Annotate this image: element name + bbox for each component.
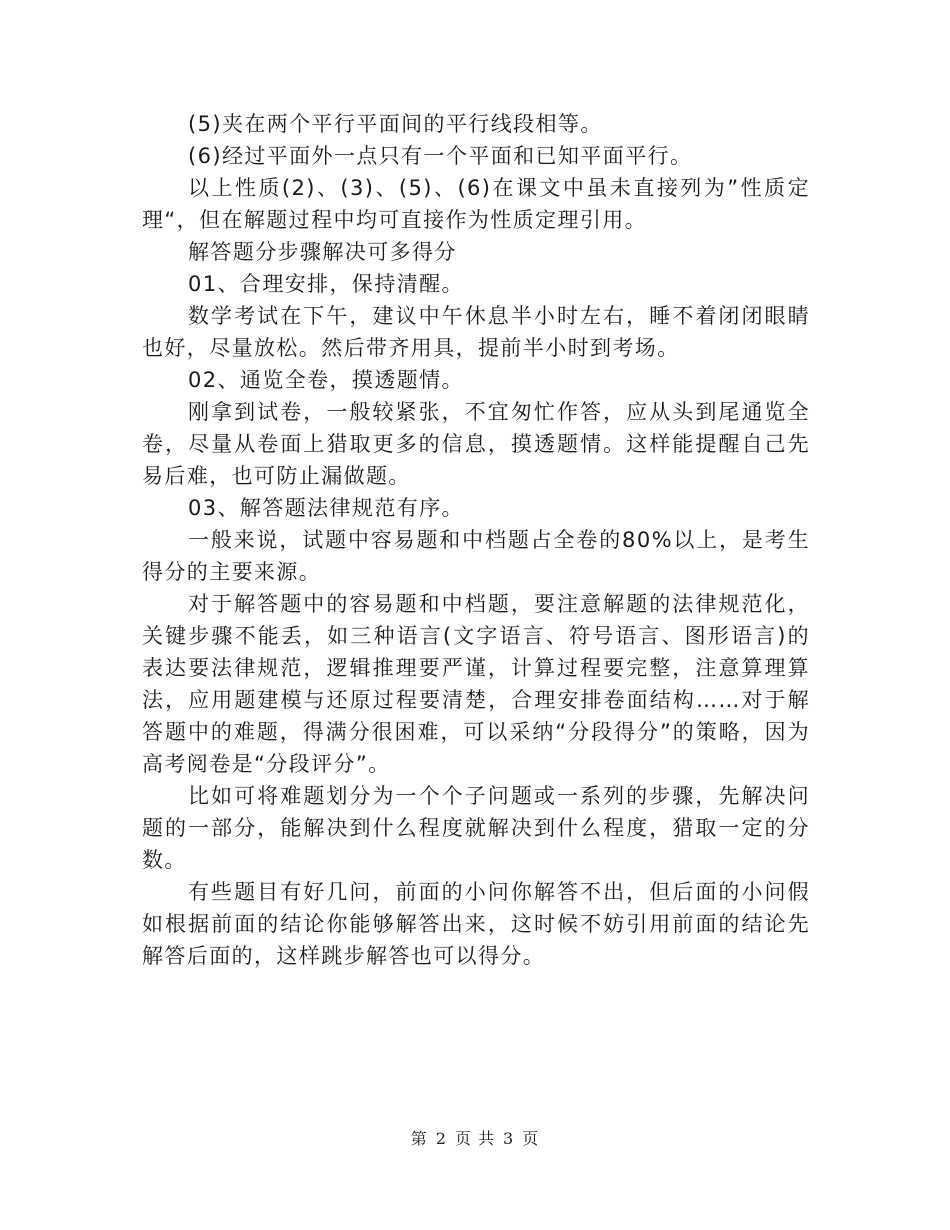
paragraph-03-body-3: 比如可将难题划分为一个个子问题或一系列的步骤，先解决问题的一部分，能解决到什么程度就解决到什么程度，猎取一定的分数。: [142, 784, 810, 872]
paragraph-property-5: (5)夹在两个平行平面间的平行线段相等。: [188, 112, 603, 136]
paragraph-01-body: 数学考试在下午，建议中午休息半小时左右，睡不着闭闭眼睛也好，尽量放松。然后带齐用具，提前半小时到考场。: [142, 304, 810, 360]
page-footer: [0, 1126, 950, 1149]
paragraph-02-body: 刚拿到试卷，一般较紧张，不宜匆忙作答，应从头到尾通览全卷，尽量从卷面上猎取更多的信息，摸透题情。这样能提醒自己先易后难，也可防止漏做题。: [142, 400, 810, 488]
paragraph-03-body-1: 一般来说，试题中容易题和中档题占全卷的80%以上，是考生得分的主要来源。: [142, 528, 810, 584]
paragraph-03-body-4: 有些题目有好几问，前面的小问你解答不出，但后面的小问假如根据前面的结论你能够解答出来，这时候不妨引用前面的结论先解答后面的，这样跳步解答也可以得分。: [142, 880, 810, 968]
paragraph-property-6: (6)经过平面外一点只有一个平面和已知平面平行。: [188, 144, 693, 168]
subheading-01: 01、合理安排，保持清醒。: [188, 272, 464, 296]
section-heading: 解答题分步骤解决可多得分: [188, 240, 457, 264]
subheading-03: 03、解答题法律规范有序。: [188, 496, 464, 520]
footer-prefix: 第: [410, 1129, 428, 1148]
footer-middle: 页 共: [454, 1129, 496, 1148]
subheading-02: 02、通览全卷，摸透题情。: [188, 368, 464, 392]
document-body: [142, 108, 810, 972]
footer-current-page: 2: [435, 1129, 447, 1148]
paragraph-03-body-2: 对于解答题中的容易题和中档题，要注意解题的法律规范化，关键步骤不能丢，如三种语言(文字语言、符号语言、图形语言)的表达要法律规范，逻辑推理要严谨，计算过程要完整，注意算理算法，应用题建模与还原过程要清楚，合理安排卷面结构……对于解答题中的难题，得满分很困难，可以采纳“分段得分”的策略，因为高考阅卷是“分段评分”。: [142, 592, 810, 776]
footer-total-pages: 3: [503, 1129, 515, 1148]
paragraph-properties-note: 以上性质(2)、(3)、(5)、(6)在课文中虽未直接列为”性质定理“，但在解题过程中均可直接作为性质定理引用。: [142, 176, 810, 232]
footer-suffix: 页: [522, 1129, 540, 1148]
